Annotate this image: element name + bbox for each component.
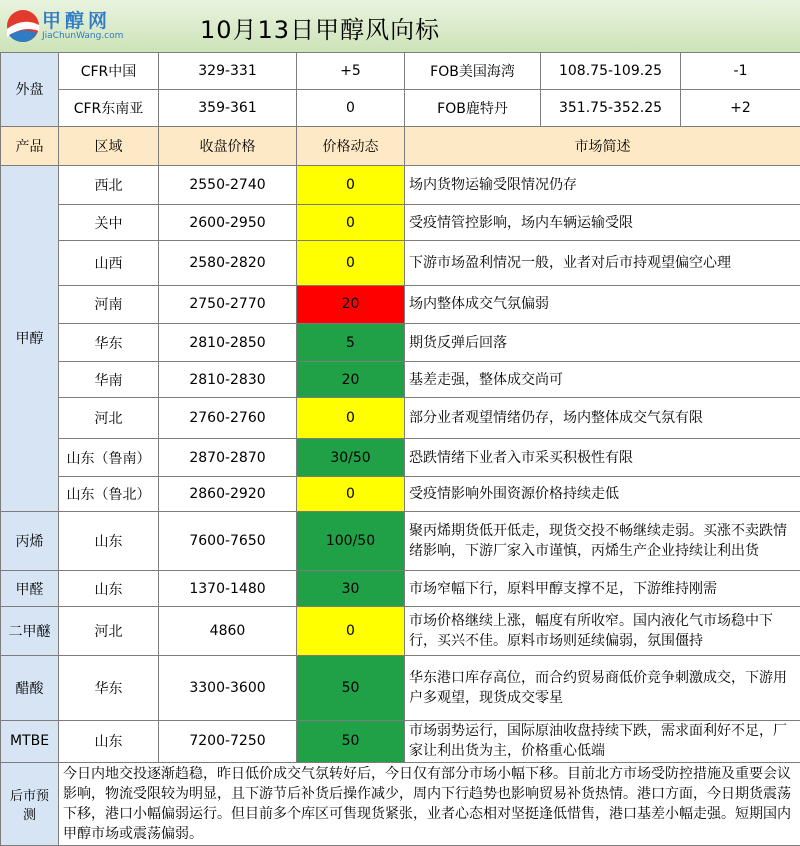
- trend-cell: 30/50: [297, 439, 405, 477]
- product-name: MTBE: [1, 720, 59, 762]
- overseas-change: +2: [681, 89, 800, 126]
- price-cell: 1370-1480: [159, 571, 297, 607]
- price-cell: 3300-3600: [159, 656, 297, 721]
- price-cell: 2550-2740: [159, 165, 297, 204]
- trend-cell: 0: [297, 477, 405, 512]
- column-header-row: [1, 126, 800, 165]
- column-header-price: 收盘价格: [159, 126, 297, 165]
- price-cell: 2760-2760: [159, 398, 297, 439]
- product-row: [1, 571, 800, 607]
- product-row: [1, 720, 800, 762]
- product-row: [1, 511, 800, 570]
- price-cell: 7600-7650: [159, 511, 297, 570]
- trend-cell: 50: [297, 720, 405, 762]
- product-rows: [1, 165, 800, 762]
- summary-cell: 受疫情管控影响，场内车辆运输受限: [405, 204, 800, 241]
- product-name: 甲醛: [1, 571, 59, 607]
- column-header-summary: 市场简述: [405, 126, 800, 165]
- product-row: [1, 398, 800, 439]
- product-row: [1, 241, 800, 285]
- page-title: 10月13日甲醇风向标: [200, 16, 441, 44]
- overseas-row: [1, 89, 800, 126]
- logo: [4, 6, 122, 46]
- logo-chinese-text: 甲醇网: [42, 10, 112, 32]
- region-cell: 河南: [59, 285, 159, 324]
- price-table: [0, 52, 800, 846]
- price-cell: 2600-2950: [159, 204, 297, 241]
- trend-cell: 0: [297, 165, 405, 204]
- overseas-market-name: FOB鹿特丹: [405, 89, 541, 126]
- forecast-text: 今日内地交投逐渐趋稳，昨日低价成交气氛转好后，今日仅有部分市场小幅下移。目前北方市场受防控措施及重要会议影响，物流受限较为明显，且下游节后补货后操作减少，周内下行趋势也影响贸易补货热情。港口方面，今日期货震荡下移，港口小幅偏弱运行。但目前多个库区可售现货紧张，业者心态相对坚挺逢低惜售，港口基差小幅走强。短期国内甲醇市场或震荡偏弱。: [59, 762, 800, 845]
- column-header-trend: 价格动态: [297, 126, 405, 165]
- region-cell: 河北: [59, 607, 159, 656]
- summary-cell: 华东港口库存高位，而合约贸易商低价竞争刺激成交，下游用户多观望，现货成交零星: [405, 656, 800, 721]
- trend-cell: 50: [297, 656, 405, 721]
- region-cell: 山东: [59, 511, 159, 570]
- forecast-label: 后市预测: [1, 762, 59, 845]
- region-cell: 华东: [59, 656, 159, 721]
- overseas-market-name: FOB美国海湾: [405, 53, 541, 90]
- product-row: [1, 324, 800, 362]
- overseas-price: 329-331: [159, 53, 297, 90]
- trend-cell: 0: [297, 241, 405, 285]
- summary-cell: 期货反弹后回落: [405, 324, 800, 362]
- product-name: 甲醇: [1, 165, 59, 511]
- overseas-change: -1: [681, 53, 800, 90]
- trend-cell: 30: [297, 571, 405, 607]
- overseas-row: [1, 53, 800, 90]
- summary-cell: 场内整体成交气氛偏弱: [405, 285, 800, 324]
- logo-english-text: JiaChunWang.com: [42, 31, 124, 41]
- forecast-row: [1, 762, 800, 845]
- price-cell: 2860-2920: [159, 477, 297, 512]
- product-row: [1, 656, 800, 721]
- overseas-market-name: CFR东南亚: [59, 89, 159, 126]
- region-cell: 关中: [59, 204, 159, 241]
- trend-cell: 20: [297, 285, 405, 324]
- trend-cell: 0: [297, 204, 405, 241]
- summary-cell: 场内货物运输受限情况仍存: [405, 165, 800, 204]
- trend-cell: 0: [297, 398, 405, 439]
- region-cell: 山东: [59, 571, 159, 607]
- price-cell: 4860: [159, 607, 297, 656]
- product-name: 丙烯: [1, 511, 59, 570]
- trend-cell: 5: [297, 324, 405, 362]
- summary-cell: 恐跌情绪下业者入市采买积极性有限: [405, 439, 800, 477]
- title-bar: [0, 0, 800, 53]
- product-row: [1, 362, 800, 398]
- column-header-product: 产品: [1, 126, 59, 165]
- trend-cell: 100/50: [297, 511, 405, 570]
- overseas-price: 351.75-352.25: [541, 89, 681, 126]
- price-cell: 2750-2770: [159, 285, 297, 324]
- overseas-price: 108.75-109.25: [541, 53, 681, 90]
- summary-cell: 市场价格继续上涨，幅度有所收窄。国内液化气市场稳中下行，买兴不佳。原料市场则延续偏弱，氛围僵持: [405, 607, 800, 656]
- region-cell: 西北: [59, 165, 159, 204]
- region-cell: 山东: [59, 720, 159, 762]
- price-cell: 7200-7250: [159, 720, 297, 762]
- summary-cell: 市场窄幅下行，原料甲醇支撑不足，下游维持刚需: [405, 571, 800, 607]
- region-cell: 华东: [59, 324, 159, 362]
- overseas-change: +5: [297, 53, 405, 90]
- region-cell: 山西: [59, 241, 159, 285]
- summary-cell: 下游市场盈利情况一般，业者对后市持观望偏空心理: [405, 241, 800, 285]
- price-cell: 2810-2850: [159, 324, 297, 362]
- summary-cell: 基差走强，整体成交尚可: [405, 362, 800, 398]
- product-row: [1, 607, 800, 656]
- summary-cell: 受疫情影响外围资源价格持续走低: [405, 477, 800, 512]
- product-row: [1, 477, 800, 512]
- summary-cell: 市场弱势运行，国际原油收盘持续下跌，需求面利好不足，厂家让利出货为主，价格重心低端: [405, 720, 800, 762]
- summary-cell: 部分业者观望情绪仍存，场内整体成交气氛有限: [405, 398, 800, 439]
- summary-cell: 聚丙烯期货低开低走，现货交投不畅继续走弱。买涨不卖跌情绪影响，下游厂家入市谨慎，丙烯生产企业持续让利出货: [405, 511, 800, 570]
- price-cell: 2580-2820: [159, 241, 297, 285]
- overseas-price: 359-361: [159, 89, 297, 126]
- trend-cell: 0: [297, 607, 405, 656]
- product-name: 二甲醚: [1, 607, 59, 656]
- product-row: [1, 285, 800, 324]
- overseas-label: 外盘: [1, 53, 59, 127]
- product-row: [1, 439, 800, 477]
- region-cell: 华南: [59, 362, 159, 398]
- product-row: [1, 204, 800, 241]
- globe-logo-icon: [4, 7, 42, 45]
- price-cell: 2810-2830: [159, 362, 297, 398]
- overseas-change: 0: [297, 89, 405, 126]
- region-cell: 山东（鲁南）: [59, 439, 159, 477]
- trend-cell: 20: [297, 362, 405, 398]
- price-cell: 2870-2870: [159, 439, 297, 477]
- product-row: [1, 165, 800, 204]
- region-cell: 河北: [59, 398, 159, 439]
- overseas-market-name: CFR中国: [59, 53, 159, 90]
- region-cell: 山东（鲁北）: [59, 477, 159, 512]
- column-header-region: 区域: [59, 126, 159, 165]
- product-name: 醋酸: [1, 656, 59, 721]
